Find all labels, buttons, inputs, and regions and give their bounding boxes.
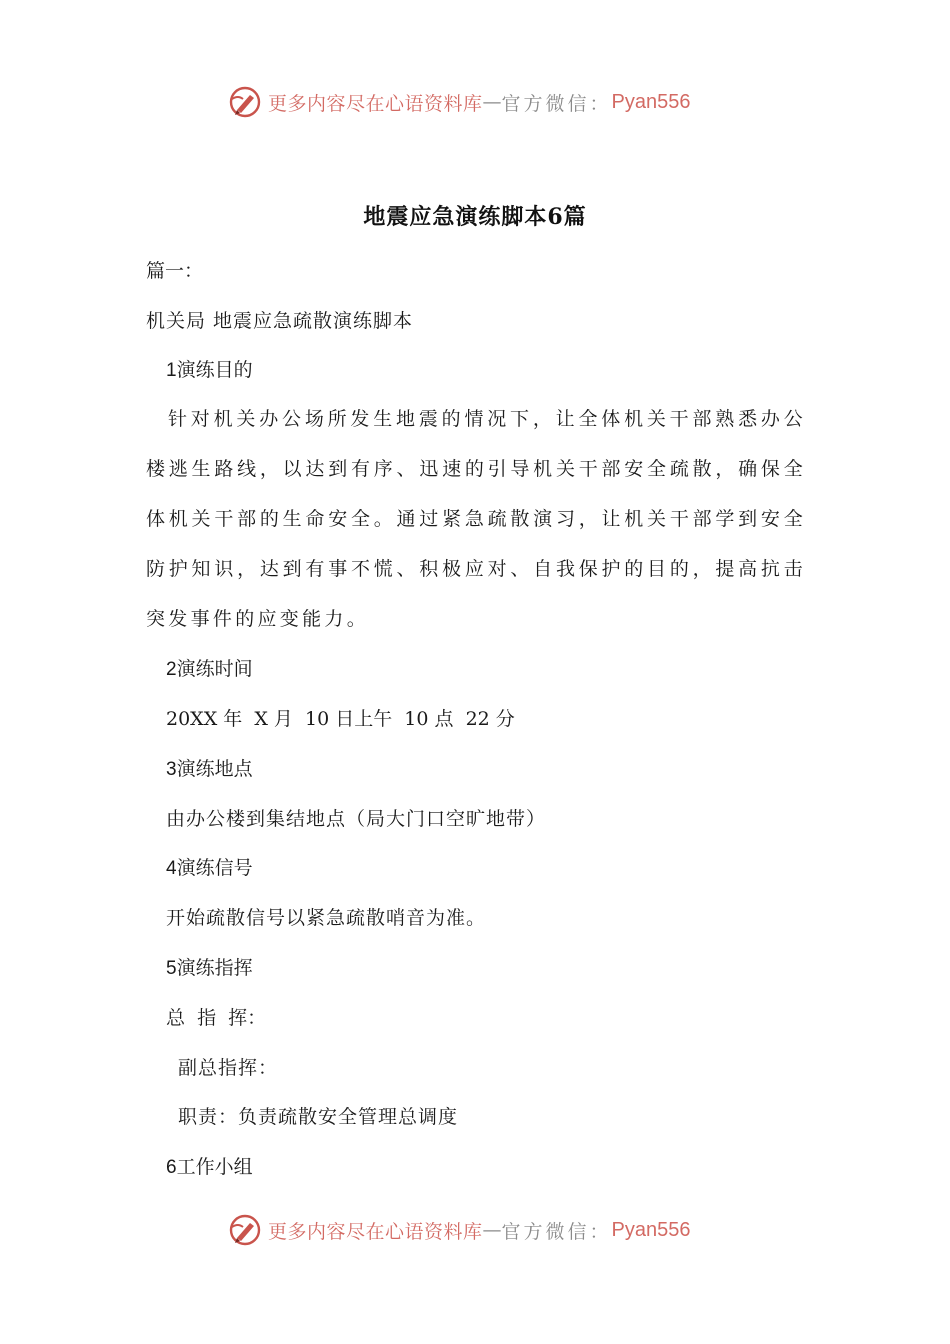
banner-main-text: 更多内容尽在心语资料库 — [268, 92, 483, 115]
drill-signal-text: 开始疏散信号以紧急疏散哨音为准。 — [166, 907, 487, 929]
section-number: 4 — [166, 858, 177, 879]
banner-wechat-label: 官方微信： — [501, 1220, 612, 1243]
banner-main-text: 更多内容尽在心语资料库 — [268, 1220, 483, 1243]
commander-label: 总 指 挥： — [166, 1007, 267, 1029]
section-heading-text: 演练时间 — [176, 658, 253, 680]
banner-dash: — — [482, 91, 502, 113]
section-number: 5 — [166, 958, 177, 979]
section-heading-text: 演练信号 — [176, 857, 253, 879]
pen-logo-icon — [228, 85, 262, 119]
section-heading-text: 演练目的 — [176, 359, 253, 381]
section-number: 1 — [166, 360, 177, 381]
banner-wechat-id: Pyan556 — [611, 90, 691, 113]
pen-logo-icon — [228, 1213, 262, 1247]
banner-dash: — — [482, 1219, 502, 1241]
section-heading-1 — [166, 355, 253, 382]
section-number: 2 — [166, 659, 177, 680]
section-heading-6 — [166, 1152, 253, 1179]
section-heading-2 — [166, 654, 253, 681]
duty-text: 职责：负责疏散安全管理总调度 — [178, 1106, 459, 1128]
deputy-commander-label: 副总指挥： — [178, 1057, 279, 1079]
section-number: 6 — [166, 1157, 177, 1178]
footer-banner — [228, 1212, 691, 1248]
banner-wechat-label: 官方微信： — [501, 92, 612, 115]
section-heading-5 — [166, 953, 253, 980]
part-label: 篇一： — [146, 260, 204, 282]
section-number: 3 — [166, 759, 177, 780]
document-title: 地震应急演练脚本6篇 — [363, 204, 587, 230]
banner-wechat-id: Pyan556 — [611, 1218, 691, 1241]
document-subtitle: 机关局 地震应急疏散演练脚本 — [146, 310, 414, 332]
drill-location-text: 由办公楼到集结地点（局大门口空旷地带） — [166, 808, 547, 830]
drill-time-text: 20XX 年 X 月 10 日上午 10 点 22 分 — [166, 708, 515, 730]
section-heading-text: 演练指挥 — [176, 957, 253, 979]
section-heading-text: 演练地点 — [176, 758, 253, 780]
section-heading-text: 工作小组 — [176, 1156, 253, 1178]
section-heading-4 — [166, 853, 253, 880]
header-banner — [228, 84, 691, 120]
section-heading-3 — [166, 754, 253, 781]
purpose-paragraph: 针对机关办公场所发生地震的情况下，让全体机关干部熟悉办公楼逃生路线，以达到有序、迅速的引导机关干部安全疏散，确保全体机关干部的生命安全。通过紧急疏散演习，让机关干部学到安全防护知识，达到有事不慌、积极应对、自我保护的目的，提高抗击突发事件的应变能力。 — [146, 408, 806, 630]
